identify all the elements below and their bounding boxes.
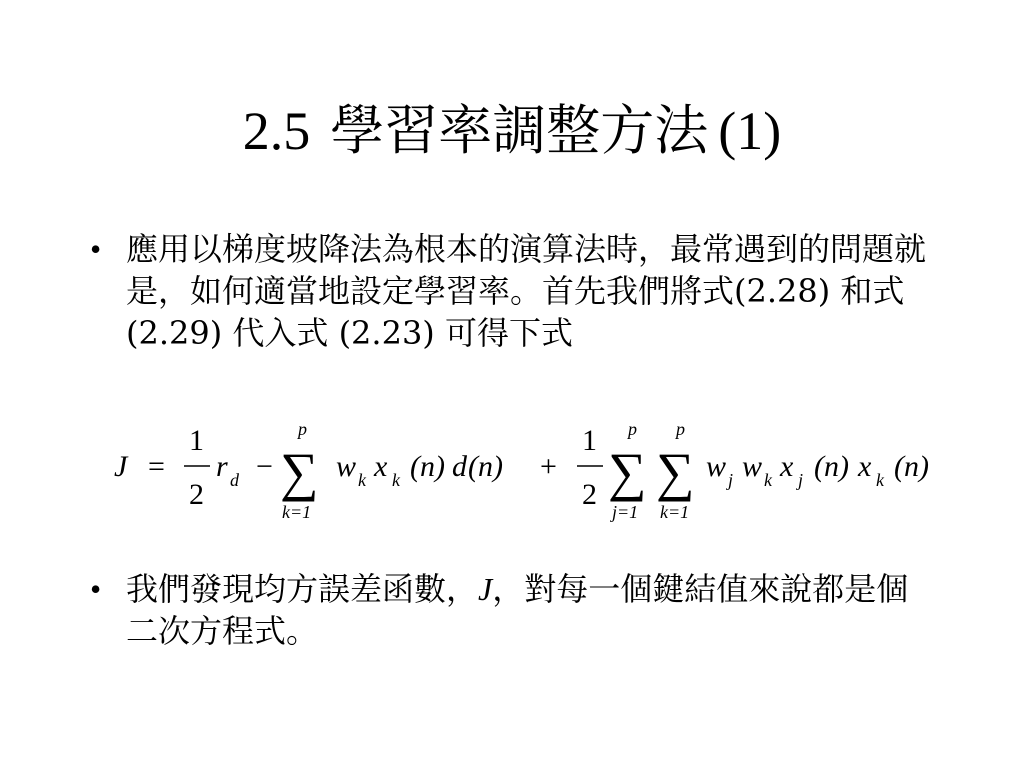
bullet-item bbox=[90, 228, 940, 354]
eq-sum1-bottom: k=1 bbox=[282, 502, 312, 522]
eq-lhs: J bbox=[114, 450, 128, 483]
eq-frac2-num: 1 bbox=[582, 424, 597, 457]
title-text: 學習率調整方法 bbox=[330, 99, 709, 162]
title-part: (1) bbox=[718, 101, 782, 161]
eq-xk-arg: (n) bbox=[894, 450, 929, 483]
eq-sum2-top: p bbox=[628, 419, 637, 439]
bullet-text-after: ，對每一個鍵結值來說都是個二次方程式。 bbox=[126, 570, 909, 650]
eq-x-arg: (n) bbox=[410, 450, 445, 483]
eq-d-arg: (n) bbox=[468, 450, 503, 483]
eq-wk-sub: k bbox=[764, 470, 772, 490]
eq-xk: x bbox=[858, 450, 872, 483]
eq-sum3-top: p bbox=[676, 419, 685, 439]
eq-sum3: ∑ bbox=[656, 442, 695, 502]
eq-sum2: ∑ bbox=[608, 442, 647, 502]
eq-plus: + bbox=[540, 450, 557, 483]
eq-xk-sub: k bbox=[876, 470, 884, 490]
eq-xj: x bbox=[780, 450, 794, 483]
eq-x: x bbox=[374, 450, 388, 483]
eq-w-sub: k bbox=[358, 470, 366, 490]
bullet-item bbox=[90, 568, 940, 652]
bullet-text bbox=[126, 568, 940, 652]
eq-sum1: ∑ bbox=[280, 442, 319, 502]
eq-xj-arg: (n) bbox=[814, 450, 849, 483]
bullet-text: 應用以梯度坡降法為根本的演算法時，最常遇到的問題就是，如何適當地設定學習率。首先我們將式(2.28) 和式(2.29) 代入式 (2.23) 可得下式 bbox=[126, 230, 927, 352]
variable-j: J bbox=[478, 571, 493, 607]
bullet-marker: • bbox=[90, 231, 102, 267]
eq-equals: = bbox=[148, 450, 165, 483]
eq-frac1-num: 1 bbox=[189, 424, 204, 457]
slide-title bbox=[0, 96, 1024, 166]
bullet-text-before: 我們發現均方誤差函數， bbox=[126, 570, 479, 608]
eq-xj-sub: j bbox=[798, 470, 804, 490]
eq-d: d bbox=[452, 450, 467, 483]
eq-r-sub: d bbox=[230, 470, 239, 490]
eq-r: r bbox=[216, 450, 228, 483]
eq-sum1-top: p bbox=[298, 419, 307, 439]
eq-minus: − bbox=[256, 450, 273, 483]
eq-sum3-bottom: k=1 bbox=[660, 502, 690, 522]
eq-sum2-bottom: j=1 bbox=[612, 502, 639, 522]
eq-frac2-den: 2 bbox=[582, 478, 597, 511]
bullet-marker: • bbox=[90, 571, 102, 607]
equation bbox=[112, 418, 972, 528]
eq-w: w bbox=[336, 450, 357, 483]
eq-frac1-den: 2 bbox=[189, 478, 204, 511]
eq-wk: w bbox=[742, 450, 763, 483]
eq-wj: w bbox=[706, 450, 727, 483]
section-number: 2.5 bbox=[242, 101, 311, 161]
eq-x-sub: k bbox=[392, 470, 400, 490]
eq-wj-sub: j bbox=[728, 470, 734, 490]
